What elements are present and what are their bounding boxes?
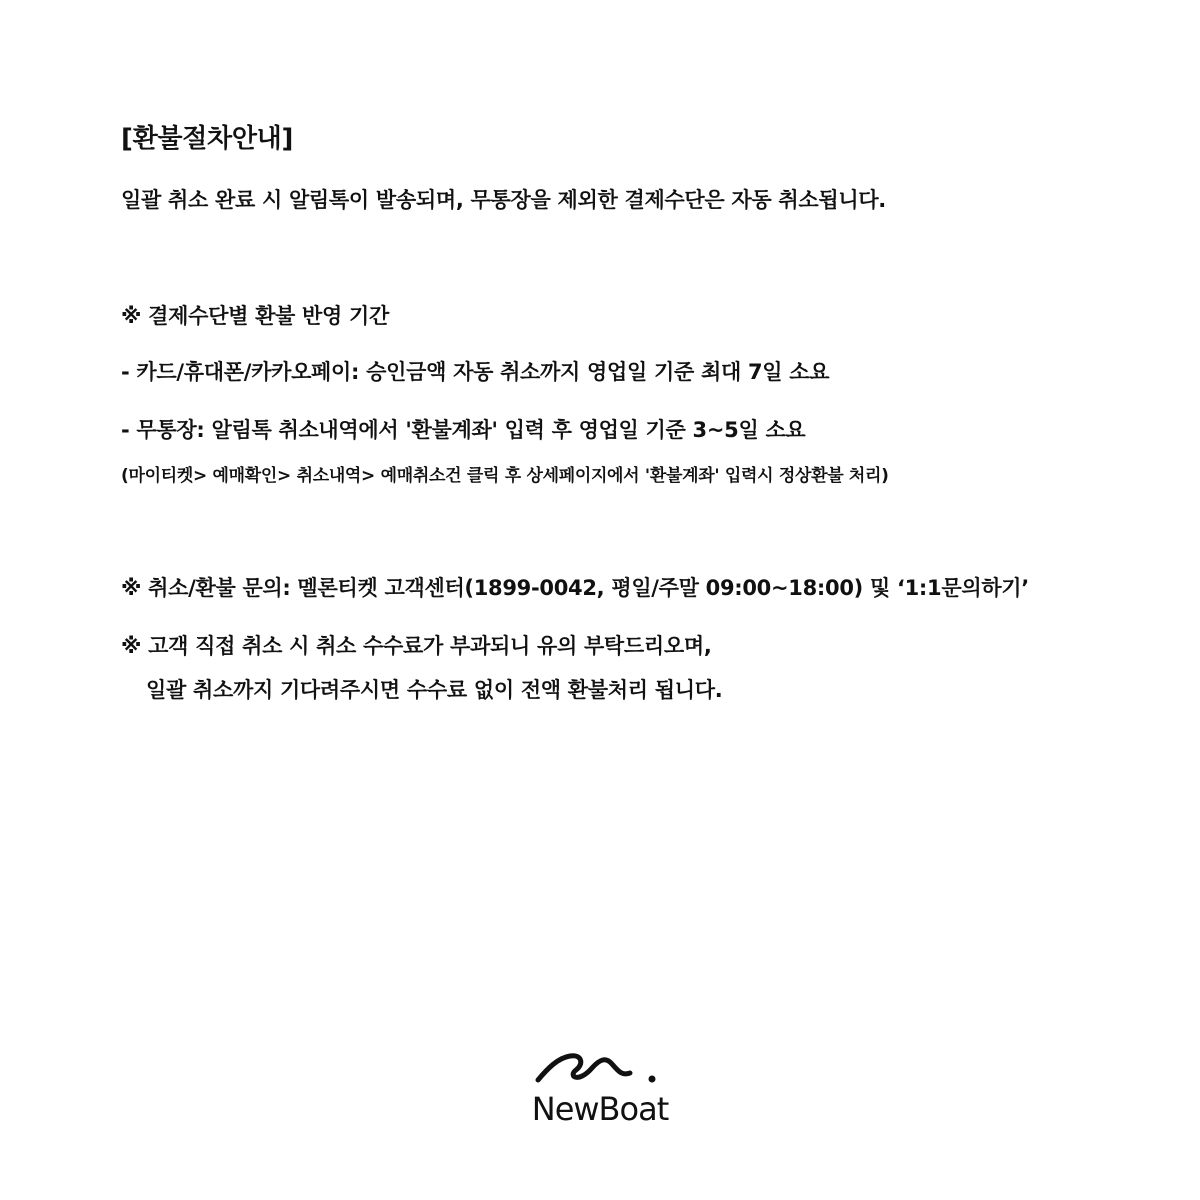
wave-logo-icon [534, 1040, 664, 1090]
notice-intro: 일괄 취소 완료 시 알림톡이 발송되며, 무통장을 제외한 결제수단은 자동 취소됩니다. [121, 188, 886, 212]
newboat-logo [500, 1040, 700, 1140]
cancel-fee-notice-line2: 일괄 취소까지 기다려주시면 수수료 없이 전액 환불처리 됩니다. [146, 678, 723, 702]
cancel-fee-notice-line1: ※ 고객 직접 취소 시 취소 수수료가 부과되니 유의 부탁드리오며, [121, 634, 712, 658]
refund-period-heading: ※ 결제수단별 환불 반영 기간 [121, 304, 390, 328]
logo-wordmark: NewBoat [531, 1090, 669, 1128]
notice-title: [환불절차안내] [121, 124, 294, 154]
refund-inquiry: ※ 취소/환불 문의: 멜론티켓 고객센터(1899-0042, 평일/주말 09:00~18:00) 및 ‘1:1문의하기’ [121, 576, 1029, 600]
card-refund-row: - 카드/휴대폰/카카오페이: 승인금액 자동 취소까지 영업일 기준 최대 7일 소요 [121, 360, 830, 384]
bank-refund-note: (마이티켓> 예매확인> 취소내역> 예매취소건 클릭 후 상세페이지에서 '환불계좌' 입력시 정상환불 처리) [121, 466, 889, 486]
bank-refund-row: - 무통장: 알림톡 취소내역에서 '환불계좌' 입력 후 영업일 기준 3~5일 소요 [121, 418, 806, 442]
